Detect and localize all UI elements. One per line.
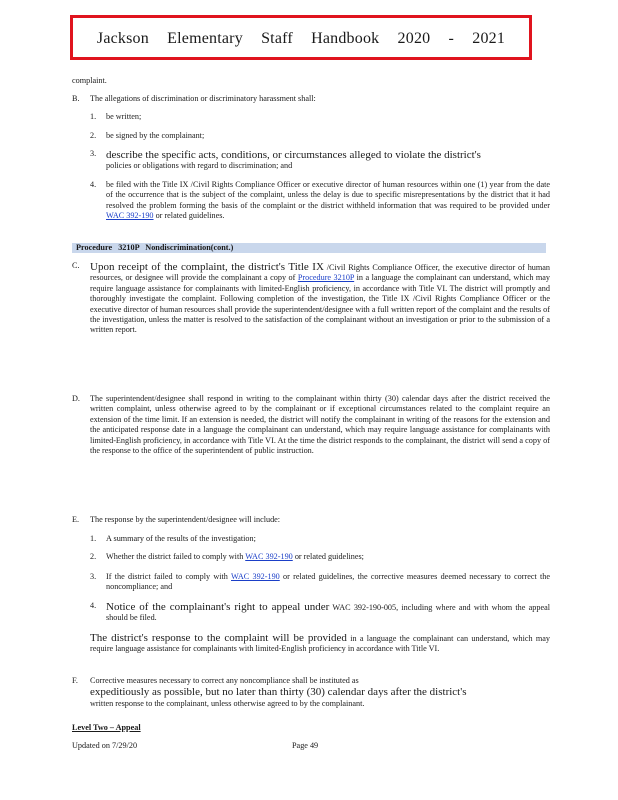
section-f-text-rest: written response to the complainant, unless otherwise agreed to by the complainant.: [90, 698, 365, 708]
e-item-2: [90, 552, 550, 562]
e-item-4-lead: Notice of the complainant's right to appeal under: [106, 601, 330, 613]
e-item-1: [90, 534, 550, 544]
section-d-label: D.: [72, 394, 80, 403]
b-item-1-num: 1.: [90, 112, 97, 121]
procedure-3210p-link[interactable]: Procedure 3210P: [297, 273, 355, 283]
b-item-2: [90, 131, 550, 141]
section-c-text-rest: in a language the complainant can understand, which may require language assistance for complainants with limited-English proficiency, in accordance with Title VI. The district will promptly and thoroughly investigate the complaint. Following completion of the investigation, the Title IX /Civil Rights Compliance Officer or the executive director of human resources shall provide the superintendent/designee with a full written report of the complaint and the results of the investigation, unless the matter is resolved to the satisfaction of the complainant without an investigation or prior to the submission of a written report.: [90, 273, 550, 335]
section-c-text: /Civil Rights Compliance Officer, the executive director of human resources, or designee will provide the complainant a copy of: [90, 263, 550, 283]
e-item-3-text: If the district failed to comply with: [106, 572, 232, 581]
header-box: [70, 15, 532, 60]
e-closing: [72, 632, 550, 655]
b-item-3-num: 3.: [90, 149, 97, 158]
e-closing-text: in a language the complainant can understand, which may require language assistance for complainants with limited-English proficiency in accordance with Title VI.: [90, 634, 551, 654]
section-e-label: E.: [72, 515, 80, 524]
section-c-label: C.: [72, 261, 80, 270]
handbook-title: Jackson Elementary Staff Handbook 2020 - 2021: [96, 30, 506, 47]
procedure-bar-text: Procedure 3210P Nondiscrimination(cont.): [76, 243, 234, 252]
level-two-heading: Level Two – Appeal: [72, 723, 141, 732]
e-item-3-num: 3.: [90, 572, 97, 581]
section-d-text: The superintendent/designee shall respond in writing to the complainant within thirty (30) calendar days after the district received the written complaint, unless otherwise agreed to by the complainant or if exceptional circumstances related to the complaint require an extension of the time limit. If an extension is needed, the district will notify the complainant in writing of the reasons for the extension and the anticipated response date in a language the complainant can understand, which may require language assistance for complainants with limited-English proficiency, in accordance with Title VI. At the time the district responds to the complainant, the district will send a copy of the response to the office of the superintendent of public instruction.: [90, 394, 550, 456]
b-item-4-num: 4.: [90, 180, 97, 189]
updated-date: Updated on 7/29/20: [72, 741, 138, 750]
section-e: [72, 515, 550, 525]
b-item-3-rest: policies or obligations with regard to discrimination; and: [106, 161, 293, 171]
b-item-1: [90, 112, 550, 122]
page-number: Page 49: [292, 741, 319, 750]
section-e-text: The response by the superintendent/designee will include:: [90, 515, 281, 524]
section-b: [72, 94, 550, 104]
b-item-3-lead: describe the specific acts, conditions, or circumstances alleged to violate the district's: [106, 149, 481, 161]
e-item-4-num: 4.: [90, 601, 97, 610]
section-b-text: The allegations of discrimination or discriminatory harassment shall:: [90, 94, 316, 103]
wac-392-190-link[interactable]: WAC 392-190: [106, 211, 154, 221]
b-item-2-num: 2.: [90, 131, 97, 140]
wac-392-190-link-2[interactable]: WAC 392-190: [245, 552, 293, 561]
e-item-4-text: WAC 392-190-005, including where and with whom the appeal should be filed.: [106, 603, 551, 623]
section-c-lead: Upon receipt of the complaint, the district's Title IX: [90, 261, 324, 273]
section-f-lead: expeditiously as possible, but no later than thirty (30) calendar days after the district's: [90, 686, 467, 699]
section-f: [72, 676, 550, 709]
section-c: [72, 261, 550, 336]
e-item-2-num: 2.: [90, 552, 97, 561]
b-item-4-tail: or related guidelines.: [153, 211, 225, 221]
section-b-label: B.: [72, 94, 80, 103]
section-f-text: Corrective measures necessary to correct any noncompliance shall be instituted as: [90, 676, 359, 685]
section-f-label: F.: [72, 676, 78, 685]
intro-text: complaint.: [72, 76, 107, 85]
b-item-4: [90, 180, 550, 222]
e-item-2-tail: or related guidelines;: [292, 552, 364, 561]
b-item-2-text: be signed by the complainant;: [106, 131, 205, 140]
e-item-2-text: Whether the district failed to comply with: [106, 552, 246, 561]
e-closing-lead: The district's response to the complaint will be provided: [90, 632, 347, 644]
e-item-3-tail: or related guidelines, the corrective measures deemed necessary to correct the noncompliance; and: [106, 572, 551, 592]
e-item-4: [90, 601, 550, 624]
e-item-3: [90, 572, 550, 593]
e-item-1-num: 1.: [90, 534, 97, 543]
section-d: [72, 394, 550, 456]
wac-392-190-link-3[interactable]: WAC 392-190: [231, 572, 280, 581]
e-item-1-text: A summary of the results of the investigation;: [106, 534, 256, 543]
b-item-1-text: be written;: [106, 112, 142, 121]
b-item-4-text: be filed with the Title IX /Civil Rights Compliance Officer or executive director of human resources within one (1) year from the date of the occurrence that is the subject of the complaint, unless the delay is due to specific misrepresentations by the district that it had resolved the problem forming the basis of the complaint or the district withheld information that was required to be provided under: [106, 180, 550, 210]
b-item-3: [90, 149, 550, 172]
